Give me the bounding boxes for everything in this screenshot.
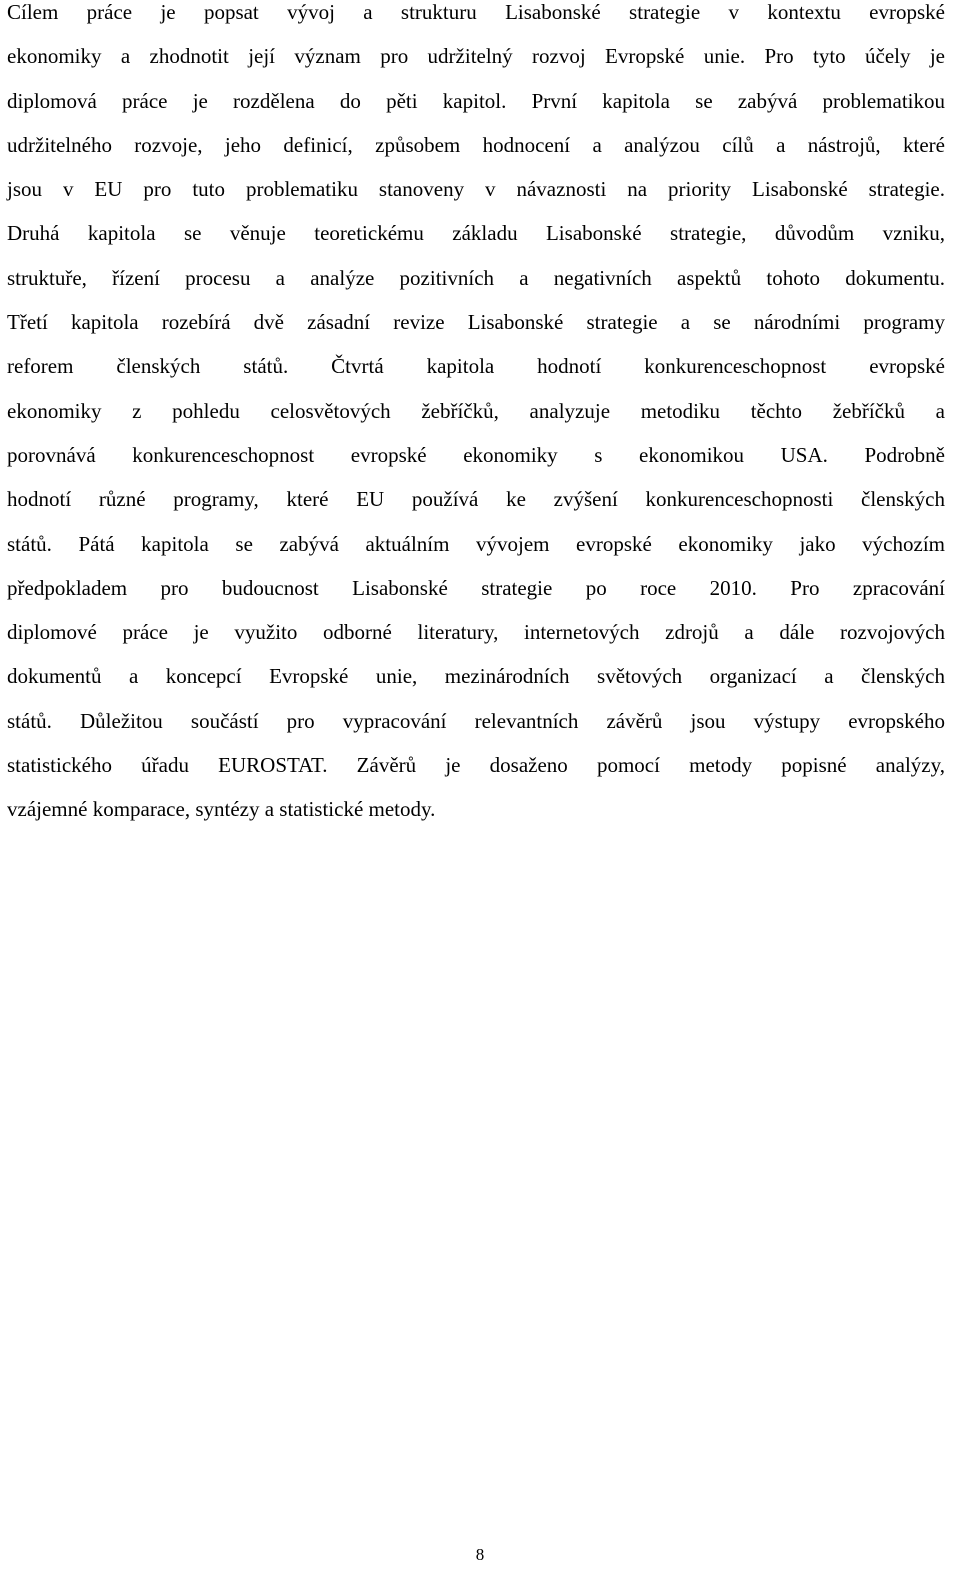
paragraph-line: udržitelného rozvoje, jeho definicí, způsobem hodnocení a analýzou cílů a nástrojů, které <box>7 132 945 157</box>
paragraph-line: předpokladem pro budoucnost Lisabonské strategie po roce 2010. Pro zpracování <box>7 575 945 600</box>
paragraph-line: států. Důležitou součástí pro vypracování relevantních závěrů jsou výstupy evropského <box>7 708 945 733</box>
paragraph-line: diplomová práce je rozdělena do pěti kapitol. První kapitola se zabývá problematikou <box>7 88 945 113</box>
body-paragraph <box>7 0 945 842</box>
paragraph-line: struktuře, řízení procesu a analýze pozitivních a negativních aspektů tohoto dokumentu. <box>7 265 945 290</box>
paragraph-line: dokumentů a koncepcí Evropské unie, mezinárodních světových organizací a členských <box>7 664 945 689</box>
page-number: 8 <box>475 1545 485 1564</box>
paragraph-line: ekonomiky a zhodnotit její význam pro udržitelný rozvoj Evropské unie. Pro tyto účely je <box>7 44 945 69</box>
paragraph-line: statistického úřadu EUROSTAT. Závěrů je dosaženo pomocí metody popisné analýzy, <box>7 753 945 778</box>
paragraph-line: Druhá kapitola se věnuje teoretickému základu Lisabonské strategie, důvodům vzniku, <box>7 221 945 246</box>
paragraph-line: reforem členských států. Čtvrtá kapitola hodnotí konkurenceschopnost evropské <box>7 354 945 379</box>
paragraph-line: ekonomiky z pohledu celosvětových žebříčků, analyzuje metodiku těchto žebříčků a <box>7 398 945 423</box>
paragraph-line: států. Pátá kapitola se zabývá aktuálním vývojem evropské ekonomiky jako výchozím <box>7 531 945 556</box>
paragraph-line: diplomové práce je využito odborné literatury, internetových zdrojů a dále rozvojových <box>7 620 945 645</box>
paragraph-line: Třetí kapitola rozebírá dvě zásadní revize Lisabonské strategie a se národními programy <box>7 310 945 335</box>
paragraph-line: porovnává konkurenceschopnost evropské ekonomiky s ekonomikou USA. Podrobně <box>7 442 945 467</box>
paragraph-line: hodnotí různé programy, které EU používá ke zvýšení konkurenceschopnosti členských <box>7 487 945 512</box>
paragraph-line: jsou v EU pro tuto problematiku stanoveny v návaznosti na priority Lisabonské strategie. <box>7 177 945 202</box>
paragraph-line: vzájemné komparace, syntézy a statistické metody. <box>7 797 436 822</box>
paragraph-line: Cílem práce je popsat vývoj a strukturu Lisabonské strategie v kontextu evropské <box>7 0 945 24</box>
